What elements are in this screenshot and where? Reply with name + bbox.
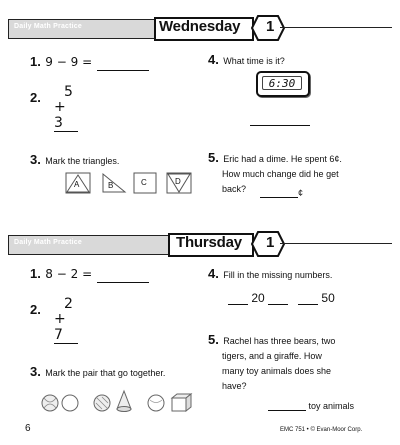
answer-blank[interactable] (268, 401, 306, 411)
wed-q2-bottom: + 3 (54, 99, 78, 132)
answer-blank[interactable] (97, 272, 149, 283)
missing-number-blank[interactable] (228, 296, 248, 305)
cube-icon[interactable] (172, 394, 191, 411)
banner-tag: Daily Math Practice (14, 239, 82, 246)
wednesday-banner (8, 17, 392, 39)
week-number: 1 (266, 18, 275, 35)
expression: 8 − 2 = (45, 267, 93, 281)
thu-q2-top: 2 (64, 296, 73, 312)
shape-label-b: B (108, 181, 114, 190)
question-number: 3. (30, 364, 41, 379)
question-number: 4. (208, 52, 219, 67)
shape-label-c: C (141, 178, 147, 187)
question-text: What time is it? (223, 56, 285, 66)
question-line: many toy animals does she (222, 366, 332, 376)
thu-q4 (208, 265, 332, 283)
question-number: 4. (208, 266, 219, 281)
shape-label-a: A (74, 180, 80, 189)
question-line: Rachel has three bears, two (223, 336, 336, 346)
wed-q5-answer (260, 188, 303, 198)
ball-striped-icon[interactable] (94, 395, 110, 411)
clock-display: 6:30 (262, 76, 302, 90)
thu-q3 (30, 363, 165, 381)
shape-label-d: D (175, 177, 181, 186)
sequence-number: 20 (251, 291, 265, 305)
question-number: 3. (30, 152, 41, 167)
question-text: Fill in the missing numbers. (223, 270, 333, 280)
sphere-icon[interactable] (148, 395, 164, 411)
banner-rule (280, 27, 392, 28)
question-line: How much change did he get (222, 169, 339, 179)
question-number: 1. (30, 266, 41, 281)
thu-q5-answer (268, 401, 354, 411)
wed-q2 (30, 89, 41, 107)
week-number: 1 (266, 234, 275, 251)
number-sequence (228, 291, 335, 305)
question-line: tigers, and a giraffe. How (222, 351, 322, 361)
cone-icon[interactable] (117, 391, 131, 412)
thu-q2 (30, 301, 41, 319)
missing-number-blank[interactable] (268, 296, 288, 305)
question-number: 5. (208, 150, 219, 165)
question-line: Eric had a dime. He spent 6¢. (223, 154, 342, 164)
thursday-banner (8, 233, 392, 255)
answer-suffix: toy animals (308, 401, 355, 411)
question-text: Mark the pair that go together. (45, 368, 166, 378)
thu-q1 (30, 265, 149, 283)
answer-blank[interactable] (250, 125, 310, 126)
triangle-b-icon[interactable] (101, 172, 127, 194)
question-number: 5. (208, 332, 219, 347)
wed-q2-top: 5 (64, 84, 73, 100)
banner-tag: Daily Math Practice (14, 23, 82, 30)
question-number: 2. (30, 302, 41, 317)
question-text: Mark the triangles. (45, 156, 120, 166)
missing-number-blank[interactable] (298, 296, 318, 305)
thu-q2-bottom: + 7 (54, 311, 78, 344)
shape-options (40, 388, 200, 414)
sequence-number: 50 (321, 291, 335, 305)
question-line: back? (222, 184, 247, 194)
answer-blank[interactable] (97, 60, 149, 71)
page-number: 6 (25, 423, 31, 434)
wed-q3 (30, 151, 119, 169)
cent-sign: ¢ (298, 188, 304, 198)
banner-rule (280, 243, 392, 244)
day-title: Wednesday (159, 18, 241, 35)
question-number: 2. (30, 90, 41, 105)
digital-clock (256, 71, 310, 97)
footer-credit: EMC 751 • © Evan-Moor Corp. (280, 427, 363, 433)
question-line: have? (222, 381, 247, 391)
expression: 9 − 9 = (45, 55, 93, 69)
wed-q1 (30, 53, 149, 71)
answer-blank[interactable] (260, 188, 298, 198)
circle-icon[interactable] (62, 395, 78, 411)
question-number: 1. (30, 54, 41, 69)
ball-icon[interactable] (42, 395, 58, 411)
day-title: Thursday (176, 234, 242, 251)
wed-q4 (208, 51, 285, 69)
thu-q5 (208, 333, 335, 393)
